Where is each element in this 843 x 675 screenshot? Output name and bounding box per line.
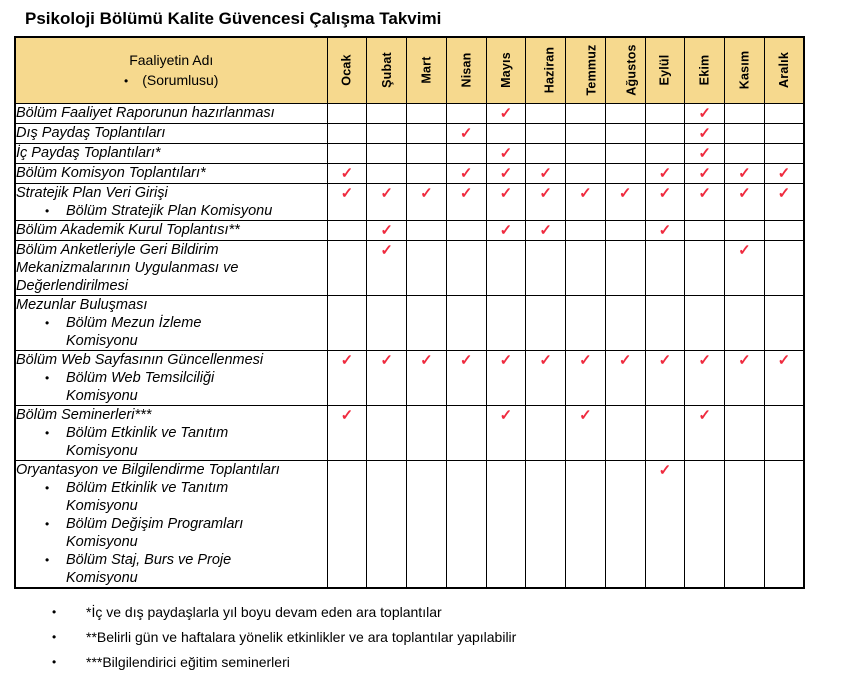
month-label: Temmuz: [584, 44, 599, 96]
check-icon: ✓: [459, 164, 473, 182]
month-cell: [327, 405, 367, 460]
activity-column-header: [15, 37, 327, 103]
month-cell: [486, 220, 526, 240]
bullet-icon: •: [45, 203, 50, 218]
check-icon: ✓: [698, 124, 711, 142]
check-icon: ✓: [539, 221, 552, 239]
month-label: Haziran: [542, 46, 557, 94]
committee-label: Bölüm Mezun İzleme Komisyonu: [66, 314, 202, 349]
month-cell: [605, 240, 645, 295]
check-icon: ✓: [698, 104, 711, 122]
check-icon: ✓: [499, 184, 513, 202]
bullet-icon: •: [45, 516, 50, 531]
month-cell: [566, 123, 606, 143]
month-label: Mayıs: [498, 52, 513, 89]
check-icon: ✓: [738, 351, 751, 369]
month-cell: [764, 103, 804, 123]
table-row: [15, 163, 804, 183]
month-cell: [764, 405, 804, 460]
month-cell: [764, 123, 804, 143]
check-icon: ✓: [499, 164, 513, 182]
month-cell: [645, 163, 685, 183]
month-cell: [605, 183, 645, 220]
check-icon: ✓: [658, 351, 672, 369]
month-cell: [327, 240, 367, 295]
check-icon: ✓: [380, 241, 393, 259]
month-cell: [327, 123, 367, 143]
month-cell: [566, 220, 606, 240]
table-row: [15, 350, 804, 405]
month-cell: [407, 295, 447, 350]
activity-header-title: Faaliyetin Adı: [129, 51, 214, 68]
month-column-header-10: [685, 37, 725, 103]
month-cell: [725, 103, 765, 123]
month-cell: [645, 295, 685, 350]
month-cell: [645, 143, 685, 163]
month-cell: [645, 460, 685, 588]
month-cell: [407, 123, 447, 143]
check-icon: ✓: [738, 241, 751, 259]
responsible-committee: [16, 202, 327, 220]
month-cell: [367, 240, 407, 295]
table-row: [15, 143, 804, 163]
committee-label: Bölüm Etkinlik ve Tanıtım Komisyonu: [66, 424, 229, 459]
table-row: [15, 103, 804, 123]
month-column-header-6: [526, 37, 566, 103]
month-cell: [367, 163, 407, 183]
month-label: Ağustos: [624, 44, 639, 96]
activity-label: Bölüm Akademik Kurul Toplantısı**: [16, 221, 240, 238]
check-icon: ✓: [499, 144, 513, 162]
table-row: [15, 295, 804, 350]
check-icon: ✓: [539, 351, 552, 369]
footnote-text: *İç ve dış paydaşlarla yıl boyu devam eden ara toplantılar: [86, 603, 442, 620]
responsible-committee: [16, 314, 327, 350]
month-cell: [764, 350, 804, 405]
footnote-text: ***Bilgilendirici eğitim seminerleri: [86, 653, 290, 670]
check-icon: ✓: [698, 406, 711, 424]
month-cell: [685, 350, 725, 405]
month-cell: [526, 220, 566, 240]
month-cell: [486, 123, 526, 143]
check-icon: ✓: [380, 221, 393, 239]
month-column-header-12: [764, 37, 804, 103]
month-cell: [407, 240, 447, 295]
month-label: Kasım: [737, 50, 752, 90]
month-cell: [685, 163, 725, 183]
month-column-header-8: [605, 37, 645, 103]
month-cell: [486, 405, 526, 460]
month-cell: [407, 460, 447, 588]
activity-cell: [15, 350, 327, 405]
footnotes-list: [52, 600, 843, 675]
month-cell: [486, 295, 526, 350]
responsible-committee: [16, 479, 327, 515]
month-cell: [725, 220, 765, 240]
check-icon: ✓: [777, 351, 791, 369]
month-cell: [407, 350, 447, 405]
month-label: Mart: [419, 56, 434, 84]
month-cell: [764, 240, 804, 295]
month-cell: [605, 220, 645, 240]
month-cell: [407, 103, 447, 123]
bullet-icon: •: [45, 315, 50, 330]
check-icon: ✓: [579, 184, 592, 202]
month-cell: [764, 183, 804, 220]
table-row: [15, 240, 804, 295]
month-cell: [367, 405, 407, 460]
footnote-item: [52, 625, 843, 650]
check-icon: ✓: [738, 184, 751, 202]
month-cell: [685, 103, 725, 123]
footnote-item: [52, 650, 843, 675]
month-cell: [645, 240, 685, 295]
month-cell: [645, 405, 685, 460]
month-cell: [407, 143, 447, 163]
month-cell: [446, 220, 486, 240]
activity-label: Bölüm Anketleriyle Geri Bildirim Mekanizmalarının Uygulanması ve Değerlendirilmesi: [16, 241, 239, 294]
month-cell: [685, 143, 725, 163]
month-cell: [327, 220, 367, 240]
month-label: Ocak: [339, 54, 354, 86]
month-cell: [526, 295, 566, 350]
month-cell: [446, 460, 486, 588]
month-column-header-7: [566, 37, 606, 103]
check-icon: ✓: [499, 351, 513, 369]
month-cell: [685, 295, 725, 350]
check-icon: ✓: [459, 351, 473, 369]
month-cell: [446, 103, 486, 123]
footnote-item: [52, 600, 843, 625]
month-cell: [327, 143, 367, 163]
committee-label: Bölüm Stratejik Plan Komisyonu: [66, 202, 273, 219]
activity-label: Bölüm Seminerleri***: [16, 406, 152, 423]
month-cell: [367, 220, 407, 240]
month-cell: [605, 143, 645, 163]
month-cell: [566, 103, 606, 123]
check-icon: ✓: [579, 406, 592, 424]
check-icon: ✓: [579, 351, 592, 369]
check-icon: ✓: [658, 184, 672, 202]
month-cell: [446, 183, 486, 220]
bullet-icon: •: [45, 480, 50, 495]
check-icon: ✓: [777, 164, 791, 182]
activity-label: Bölüm Faaliyet Raporunun hazırlanması: [16, 104, 275, 121]
table-row: [15, 123, 804, 143]
month-cell: [685, 220, 725, 240]
check-icon: ✓: [618, 184, 632, 202]
activity-label: Stratejik Plan Veri Girişi: [16, 184, 168, 201]
month-cell: [764, 460, 804, 588]
committee-label: Bölüm Staj, Burs ve Proje Komisyonu: [66, 551, 232, 586]
check-icon: ✓: [698, 164, 711, 182]
responsible-committee: [16, 551, 327, 587]
month-label: Şubat: [379, 52, 394, 89]
check-icon: ✓: [340, 351, 354, 369]
responsible-committee: [16, 369, 327, 405]
bullet-icon: •: [124, 73, 129, 88]
month-column-header-2: [367, 37, 407, 103]
bullet-icon: •: [45, 552, 50, 567]
check-icon: ✓: [658, 221, 672, 239]
check-icon: ✓: [539, 184, 552, 202]
month-cell: [645, 350, 685, 405]
month-cell: [645, 183, 685, 220]
month-cell: [605, 350, 645, 405]
check-icon: ✓: [618, 351, 632, 369]
month-cell: [367, 183, 407, 220]
month-cell: [367, 103, 407, 123]
check-icon: ✓: [658, 164, 672, 182]
month-cell: [605, 163, 645, 183]
month-cell: [526, 350, 566, 405]
month-cell: [407, 183, 447, 220]
month-cell: [327, 183, 367, 220]
month-cell: [685, 240, 725, 295]
month-column-header-4: [446, 37, 486, 103]
month-cell: [486, 460, 526, 588]
table-row: [15, 220, 804, 240]
bullet-icon: •: [45, 370, 50, 385]
schedule-table: [14, 36, 805, 589]
month-cell: [526, 240, 566, 295]
month-cell: [327, 460, 367, 588]
month-cell: [725, 295, 765, 350]
month-cell: [725, 405, 765, 460]
month-cell: [764, 143, 804, 163]
month-cell: [446, 405, 486, 460]
month-cell: [566, 295, 606, 350]
check-icon: ✓: [380, 184, 393, 202]
month-cell: [526, 405, 566, 460]
month-cell: [725, 163, 765, 183]
activity-cell: [15, 405, 327, 460]
check-icon: ✓: [698, 351, 711, 369]
month-cell: [446, 350, 486, 405]
table-row: [15, 405, 804, 460]
month-cell: [685, 183, 725, 220]
committee-label: Bölüm Değişim Programları Komisyonu: [66, 515, 244, 550]
activity-label: Mezunlar Buluşması: [16, 296, 148, 313]
month-cell: [725, 123, 765, 143]
activity-cell: [15, 123, 327, 143]
month-cell: [645, 220, 685, 240]
check-icon: ✓: [459, 184, 473, 202]
month-cell: [327, 295, 367, 350]
responsible-header-label: (Sorumlusu): [142, 71, 219, 88]
activity-cell: [15, 240, 327, 295]
month-cell: [327, 163, 367, 183]
month-cell: [367, 123, 407, 143]
month-cell: [566, 163, 606, 183]
month-cell: [367, 143, 407, 163]
month-cell: [566, 405, 606, 460]
month-cell: [486, 103, 526, 123]
check-icon: ✓: [698, 184, 711, 202]
month-cell: [446, 295, 486, 350]
check-icon: ✓: [380, 351, 393, 369]
month-column-header-1: [327, 37, 367, 103]
activity-cell: [15, 103, 327, 123]
month-cell: [725, 183, 765, 220]
month-cell: [685, 123, 725, 143]
check-icon: ✓: [459, 124, 473, 142]
activity-header-subtitle: [16, 71, 327, 90]
activity-label: İç Paydaş Toplantıları*: [16, 144, 161, 161]
month-cell: [685, 405, 725, 460]
activity-cell: [15, 183, 327, 220]
check-icon: ✓: [777, 184, 791, 202]
bullet-icon: •: [52, 654, 57, 669]
check-icon: ✓: [340, 406, 354, 424]
month-cell: [645, 123, 685, 143]
month-cell: [605, 123, 645, 143]
month-cell: [407, 405, 447, 460]
month-cell: [486, 183, 526, 220]
month-column-header-3: [407, 37, 447, 103]
month-cell: [566, 350, 606, 405]
bullet-icon: •: [52, 629, 57, 644]
check-icon: ✓: [340, 164, 354, 182]
activity-cell: [15, 460, 327, 588]
month-cell: [486, 143, 526, 163]
month-cell: [526, 460, 566, 588]
month-cell: [446, 143, 486, 163]
check-icon: ✓: [499, 221, 513, 239]
check-icon: ✓: [658, 461, 672, 479]
activity-cell: [15, 295, 327, 350]
responsible-committee: [16, 515, 327, 551]
month-cell: [605, 295, 645, 350]
month-cell: [764, 295, 804, 350]
bullet-icon: •: [45, 425, 50, 440]
schedule-body: [15, 103, 804, 588]
month-cell: [446, 123, 486, 143]
month-cell: [526, 123, 566, 143]
month-cell: [407, 220, 447, 240]
activity-label: Dış Paydaş Toplantıları: [16, 124, 166, 141]
month-cell: [446, 240, 486, 295]
header-row: [15, 37, 804, 103]
month-cell: [407, 163, 447, 183]
month-cell: [327, 103, 367, 123]
table-row: [15, 460, 804, 588]
month-cell: [605, 103, 645, 123]
month-cell: [645, 103, 685, 123]
month-cell: [725, 350, 765, 405]
month-cell: [605, 405, 645, 460]
month-cell: [725, 143, 765, 163]
month-label: Eylül: [657, 54, 672, 86]
month-cell: [566, 183, 606, 220]
page-title: Psikoloji Bölümü Kalite Güvencesi Çalışma Takvimi: [25, 9, 442, 28]
bullet-icon: •: [52, 604, 57, 619]
check-icon: ✓: [420, 351, 433, 369]
month-cell: [566, 240, 606, 295]
check-icon: ✓: [340, 184, 354, 202]
month-column-header-9: [645, 37, 685, 103]
activity-cell: [15, 163, 327, 183]
month-cell: [685, 460, 725, 588]
month-cell: [486, 240, 526, 295]
month-cell: [526, 183, 566, 220]
check-icon: ✓: [499, 104, 513, 122]
month-cell: [764, 163, 804, 183]
month-cell: [566, 143, 606, 163]
footnote-text: **Belirli gün ve haftalara yönelik etkinlikler ve ara toplantılar yapılabilir: [86, 628, 517, 645]
month-column-header-5: [486, 37, 526, 103]
month-label: Aralık: [776, 52, 791, 89]
month-cell: [526, 103, 566, 123]
month-column-header-11: [725, 37, 765, 103]
table-row: [15, 183, 804, 220]
month-cell: [566, 460, 606, 588]
month-label: Nisan: [459, 52, 474, 88]
check-icon: ✓: [499, 406, 513, 424]
activity-label: Oryantasyon ve Bilgilendirme Toplantıları: [16, 461, 280, 478]
month-cell: [764, 220, 804, 240]
month-cell: [725, 460, 765, 588]
month-cell: [446, 163, 486, 183]
month-cell: [486, 350, 526, 405]
month-cell: [526, 163, 566, 183]
month-label: Ekim: [697, 54, 712, 86]
committee-label: Bölüm Web Temsilciliği Komisyonu: [66, 369, 215, 404]
month-cell: [605, 460, 645, 588]
month-cell: [367, 350, 407, 405]
activity-label: Bölüm Web Sayfasının Güncellenmesi: [16, 351, 264, 368]
month-cell: [367, 460, 407, 588]
activity-cell: [15, 220, 327, 240]
month-cell: [526, 143, 566, 163]
responsible-committee: [16, 424, 327, 460]
month-cell: [725, 240, 765, 295]
check-icon: ✓: [420, 184, 433, 202]
activity-cell: [15, 143, 327, 163]
month-cell: [486, 163, 526, 183]
check-icon: ✓: [738, 164, 751, 182]
activity-label: Bölüm Komisyon Toplantıları*: [16, 164, 206, 181]
check-icon: ✓: [539, 164, 552, 182]
month-cell: [367, 295, 407, 350]
committee-label: Bölüm Etkinlik ve Tanıtım Komisyonu: [66, 479, 229, 514]
month-cell: [327, 350, 367, 405]
check-icon: ✓: [698, 144, 711, 162]
